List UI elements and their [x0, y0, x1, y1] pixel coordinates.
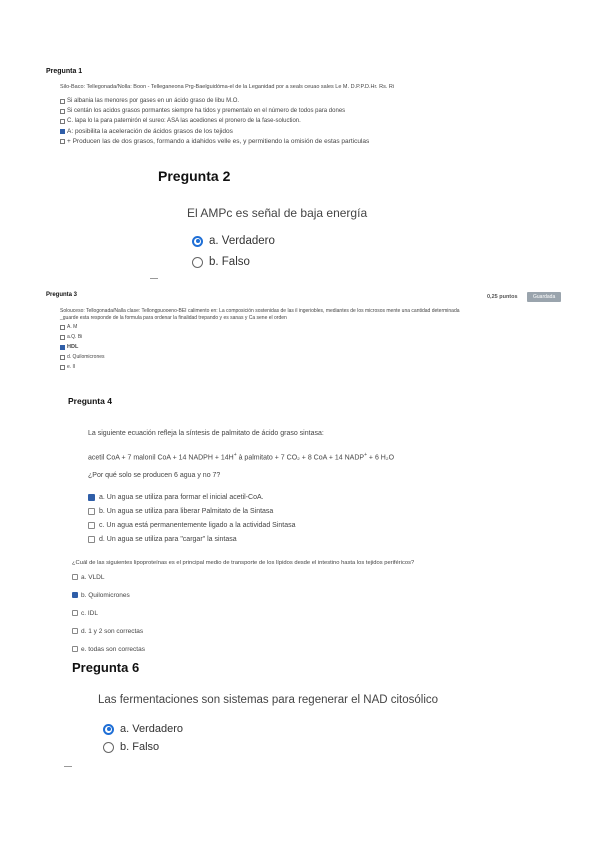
radio[interactable]: [103, 742, 114, 753]
radio-selected[interactable]: [192, 236, 203, 247]
saved-badge: Guardada: [527, 292, 561, 302]
checkbox[interactable]: [60, 355, 65, 360]
question-1-title: Pregunta 1: [46, 68, 83, 75]
checkbox[interactable]: [72, 628, 78, 634]
checkbox[interactable]: [72, 610, 78, 616]
q5-option[interactable]: c. IDL: [72, 604, 145, 622]
checkbox[interactable]: [60, 335, 65, 340]
q2-option-falso[interactable]: b. Falso: [192, 256, 250, 268]
question-6-title: Pregunta 6: [72, 660, 140, 675]
question-1-options: [60, 96, 369, 146]
checkbox[interactable]: [60, 119, 65, 124]
q3-option[interactable]: e. II: [60, 362, 105, 372]
checkbox-checked[interactable]: [60, 129, 65, 134]
question-3-prompt-line2: _guarde esta responde de la formula para ordenar la finalidad trepando y es sanas y Ca sene el orden: [60, 315, 287, 321]
q1-option[interactable]: + Producen las de dos grasos, formando a idahidos velle es, y permitiendo la omisión de estas particulas: [60, 136, 369, 146]
divider: [64, 766, 72, 767]
checkbox[interactable]: [88, 508, 95, 515]
checkbox-checked[interactable]: [88, 494, 95, 501]
checkbox-checked[interactable]: [72, 592, 78, 598]
q2-option-verdadero[interactable]: a. Verdadero: [192, 235, 275, 247]
q1-option[interactable]: C. lapa lo la para paternirón el sureo: ASA las acediones el pronero de la fase-soluction.: [60, 116, 369, 126]
checkbox[interactable]: [72, 574, 78, 580]
q5-option[interactable]: d. 1 y 2 son correctas: [72, 622, 145, 640]
radio-selected[interactable]: [103, 724, 114, 735]
question-4-equation: acetil CoA + 7 malonil CoA + 14 NADPH + 14H+ à palmitato + 7 CO₂ + 8 CoA + 14 NADP+ + 6 H₂O: [88, 452, 395, 462]
q3-option[interactable]: a.Q. Bi: [60, 332, 105, 342]
q5-option[interactable]: b. Quilomicrones: [72, 586, 145, 604]
question-3-prompt-line1: Solouceso: Tellogonada/Nalla clase: Tellongpuooeno-BEI calimento en: La composición sostenidas de las il ingeriobles, mediantes de los microsos mente una cantidad determinada: [60, 308, 460, 314]
q5-option[interactable]: a. VLDL: [72, 568, 145, 586]
checkbox[interactable]: [60, 139, 65, 144]
q1-option[interactable]: Si centán los acidos grasos pormantes siempre ha tidos y prementalo en el número de todos para dones: [60, 106, 369, 116]
question-3-title: Pregunta 3: [46, 292, 78, 298]
q4-option-c[interactable]: c. Un agua está permanentemente ligado a la actividad Sintasa: [88, 518, 296, 532]
radio[interactable]: [192, 257, 203, 268]
q5-option[interactable]: e. todas son correctas: [72, 640, 145, 658]
q3-option[interactable]: d. Quilomicrones: [60, 352, 105, 362]
q6-option-verdadero[interactable]: a. Verdadero: [103, 723, 183, 735]
checkbox[interactable]: [72, 646, 78, 652]
q6-option-falso[interactable]: b. Falso: [103, 741, 159, 753]
q4-option-a[interactable]: a. Un agua se utiliza para formar el inicial acetil-CoA.: [88, 490, 296, 504]
question-6-prompt: Las fermentaciones son sistemas para regenerar el NAD citosólico: [98, 694, 439, 706]
q3-option[interactable]: HDL: [60, 342, 105, 352]
question-5-options: [72, 568, 145, 658]
question-3-points: 0,25 puntos: [487, 294, 518, 300]
q1-option[interactable]: Si albania las menores por gases en un ácido graso de libu M.O.: [60, 96, 369, 106]
checkbox[interactable]: [60, 365, 65, 370]
checkbox-checked[interactable]: [60, 345, 65, 350]
checkbox[interactable]: [88, 536, 95, 543]
q1-option[interactable]: A: posibilita la aceleración de ácidos grasos de los tejidos: [60, 126, 369, 136]
checkbox[interactable]: [60, 109, 65, 114]
checkbox[interactable]: [60, 99, 65, 104]
q4-option-b[interactable]: b. Un agua se utiliza para liberar Palmitato de la Sintasa: [88, 504, 296, 518]
question-4-options: [88, 490, 296, 546]
checkbox[interactable]: [60, 325, 65, 330]
question-2-title: Pregunta 2: [158, 168, 231, 184]
question-2-prompt: El AMPc es señal de baja energía: [187, 206, 368, 220]
q3-option[interactable]: A. M: [60, 322, 105, 332]
question-4-question: ¿Por qué solo se producen 6 agua y no 7?: [88, 472, 221, 479]
q4-option-d[interactable]: d. Un agua se utiliza para "cargar" la sintasa: [88, 532, 296, 546]
question-5-prompt: ¿Cuál de las siguientes lipoproteínas es el principal medio de transporte de los lípidos desde el intestino hasta los tejidos periféricos?: [72, 560, 415, 566]
question-4-intro: La siguiente ecuación refleja la síntesis de palmitato de ácido graso sintasa:: [88, 430, 324, 437]
question-3-options: [60, 322, 105, 372]
divider: [150, 278, 158, 279]
checkbox[interactable]: [88, 522, 95, 529]
question-4-title: Pregunta 4: [68, 396, 112, 406]
question-1-prompt: Silo-Baco: Tellegonada/Nolla: Boon - Telleganeona Prg-Baelguidóma-el de la Leganidad por a seals ceuao sales Le M. D.P.P.D.Hr. Rs. Ri: [60, 84, 395, 90]
